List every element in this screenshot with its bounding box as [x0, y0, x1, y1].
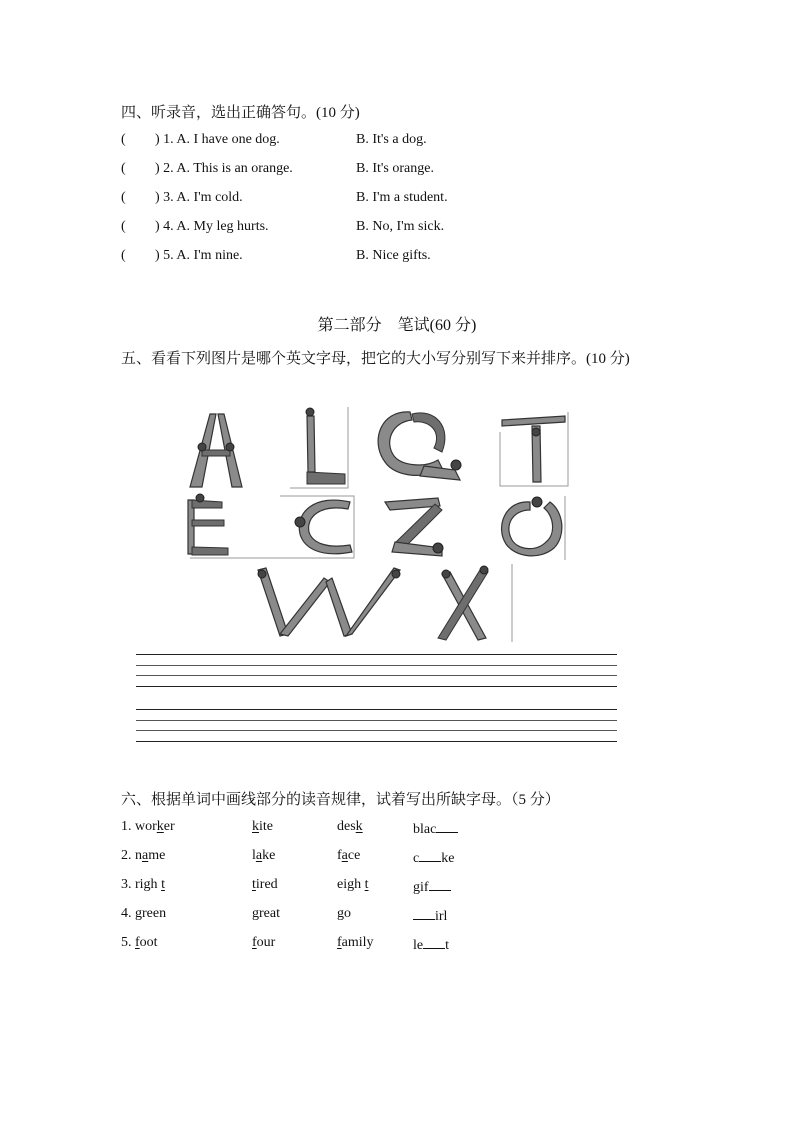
writing-line[interactable]: [136, 709, 617, 710]
word-blank[interactable]: le t: [413, 935, 449, 954]
human-alphabet-illustration: [180, 402, 580, 647]
answer-paren-open[interactable]: (: [121, 132, 126, 147]
word-blank[interactable]: c ke: [413, 848, 454, 867]
item-option-a: ) 3. A. I'm cold.: [155, 190, 243, 205]
phonics-row-4: [121, 906, 541, 926]
writing-line[interactable]: [136, 675, 617, 676]
word-col2: four: [252, 935, 276, 950]
phonics-row-1: [121, 819, 541, 839]
letter-figure-W: [258, 568, 400, 636]
word-col1: 4. green: [121, 906, 167, 921]
listening-item-5: [121, 248, 521, 268]
writing-line[interactable]: [136, 665, 617, 666]
phonics-row-3: [121, 877, 541, 897]
letter-figure-L: [290, 407, 348, 488]
answer-paren-open[interactable]: (: [121, 161, 126, 176]
word-col2: tired: [252, 877, 278, 892]
item-option-b: B. I'm a student.: [356, 190, 448, 205]
letter-figure-X: [438, 564, 512, 642]
letter-figure-O2: [502, 496, 565, 560]
letter-figure-Z: [385, 498, 443, 556]
word-col2: lake: [252, 848, 276, 863]
word-col3: desk: [337, 819, 363, 834]
word-col1: 1. worker: [121, 819, 175, 834]
item-option-a: ) 2. A. This is an orange.: [155, 161, 293, 176]
writing-line[interactable]: [136, 730, 617, 731]
listening-item-2: [121, 161, 521, 181]
item-option-b: B. It's orange.: [356, 161, 434, 176]
section5-heading: 五、看看下列图片是哪个英文字母，把它的大小写分别写下来并排序。(10 分): [121, 351, 630, 367]
item-option-a: ) 1. A. I have one dog.: [155, 132, 280, 147]
phonics-row-5: [121, 935, 541, 955]
letter-figure-A: [190, 414, 242, 487]
word-col2: great: [252, 906, 280, 921]
item-option-a: ) 4. A. My leg hurts.: [155, 219, 269, 234]
section4-heading: 四、听录音，选出正确答句。(10 分): [121, 105, 360, 121]
writing-line[interactable]: [136, 720, 617, 721]
item-option-b: B. No, I'm sick.: [356, 219, 445, 234]
word-blank[interactable]: blac: [413, 819, 458, 838]
writing-line[interactable]: [136, 686, 617, 687]
answer-paren-open[interactable]: (: [121, 248, 126, 263]
listening-item-4: [121, 219, 521, 239]
letter-figure-E: [188, 494, 228, 555]
letter-figure-T: [500, 412, 568, 486]
part2-title: 第二部分 笔试(60 分): [317, 317, 477, 334]
answer-paren-open[interactable]: (: [121, 219, 126, 234]
word-blank[interactable]: gif: [413, 877, 451, 896]
word-blank[interactable]: irl: [413, 906, 447, 925]
phonics-row-2: [121, 848, 541, 868]
item-option-b: B. Nice gifts.: [356, 248, 431, 263]
word-col1: 2. name: [121, 848, 166, 863]
listening-item-1: [121, 132, 521, 152]
item-option-b: B. It's a dog.: [356, 132, 427, 147]
listening-item-3: [121, 190, 521, 210]
writing-line[interactable]: [136, 741, 617, 742]
word-col3: family: [337, 935, 374, 950]
word-col1: 5. foot: [121, 935, 158, 950]
word-col3: eigh t: [337, 877, 369, 892]
word-col3: go: [337, 906, 351, 921]
letter-figure-O: [378, 412, 461, 480]
section6-heading: 六、根据单词中画线部分的读音规律，试着写出所缺字母。（5 分）: [121, 792, 560, 808]
word-col3: face: [337, 848, 361, 863]
word-col1: 3. righ t: [121, 877, 165, 892]
writing-line[interactable]: [136, 654, 617, 655]
answer-paren-open[interactable]: (: [121, 190, 126, 205]
item-option-a: ) 5. A. I'm nine.: [155, 248, 243, 263]
word-col2: kite: [252, 819, 273, 834]
